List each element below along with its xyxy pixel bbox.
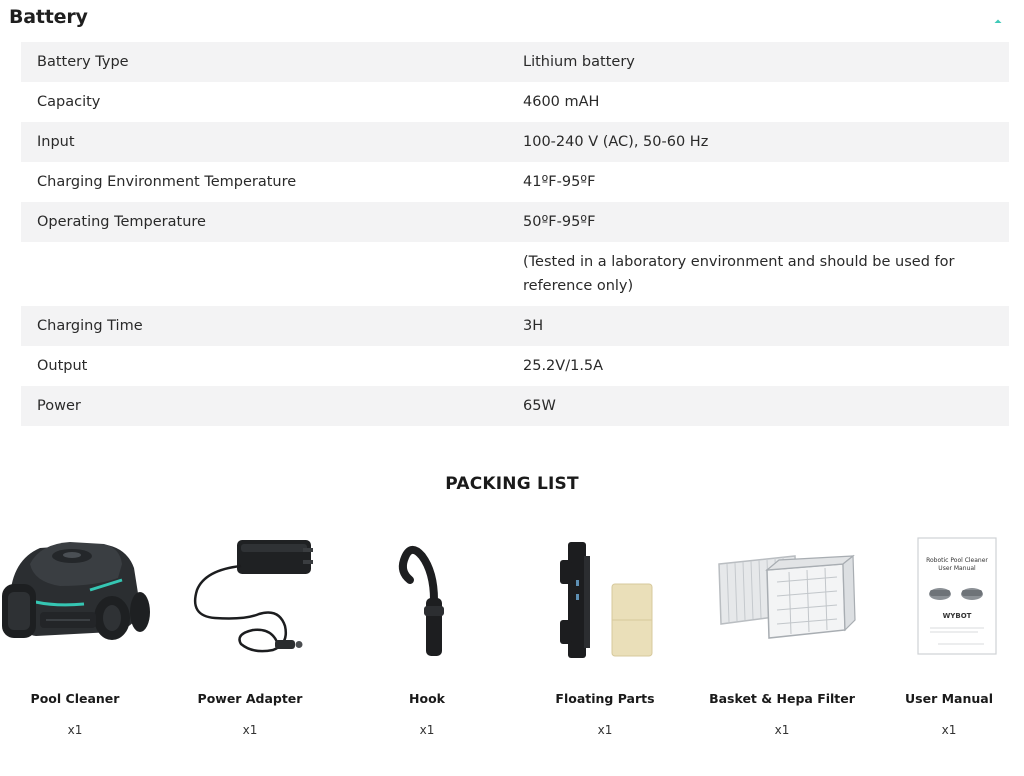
spec-value: 41ºF-95ºF xyxy=(523,174,596,190)
packing-item-quantity: x1 xyxy=(941,723,957,737)
spec-value: 4600 mAH xyxy=(523,94,600,110)
spec-row-temperature-note xyxy=(21,242,1009,306)
spec-label: Operating Temperature xyxy=(37,214,206,230)
packing-list-title: PACKING LIST xyxy=(445,474,579,494)
pool-cleaner-image xyxy=(0,520,150,670)
spec-value: Lithium battery xyxy=(523,54,635,70)
basket-filter-image xyxy=(707,520,857,670)
spec-row-output xyxy=(21,346,1009,386)
packing-item-user-manual xyxy=(874,520,1024,737)
packing-item-quantity: x1 xyxy=(242,723,258,737)
hook-image xyxy=(352,520,502,670)
manual-cover-brand: WYBOT xyxy=(942,612,972,620)
spec-value: 25.2V/1.5A xyxy=(523,358,604,374)
spec-label: Capacity xyxy=(37,94,101,110)
packing-item-power-adapter xyxy=(175,520,325,737)
spec-label: Charging Time xyxy=(37,318,143,334)
packing-item-basket-hepa-filter xyxy=(707,520,857,737)
user-manual-image xyxy=(874,520,1024,670)
packing-item-quantity: x1 xyxy=(67,723,83,737)
packing-item-name: Pool Cleaner xyxy=(30,691,120,706)
packing-item-floating-parts xyxy=(530,520,680,737)
packing-item-name: User Manual xyxy=(905,691,993,706)
spec-label: Charging Environment Temperature xyxy=(37,174,297,190)
spec-row-battery-type xyxy=(21,42,1009,82)
packing-item-pool-cleaner xyxy=(0,520,150,737)
packing-item-name: Basket & Hepa Filter xyxy=(709,691,855,706)
spec-value: (Tested in a laboratory environment and should be used for reference only) xyxy=(523,254,955,294)
manual-cover-subtitle: User Manual xyxy=(938,565,976,572)
spec-label: Battery Type xyxy=(37,54,129,70)
spec-row-input xyxy=(21,122,1009,162)
spec-value: 100-240 V (AC), 50-60 Hz xyxy=(523,134,709,150)
spec-value: 3H xyxy=(523,318,544,334)
battery-spec-table xyxy=(21,42,1009,426)
spec-label: Power xyxy=(37,398,81,414)
spec-label xyxy=(21,242,507,258)
spec-row-charging-environment-temperature xyxy=(21,162,1009,202)
packing-item-name: Power Adapter xyxy=(197,691,303,706)
battery-section-header[interactable] xyxy=(0,0,1024,36)
spec-row-charging-time xyxy=(21,306,1009,346)
spec-row-power xyxy=(21,386,1009,426)
spec-value: 50ºF-95ºF xyxy=(523,214,596,230)
spec-label: Output xyxy=(37,358,88,374)
spec-label: Input xyxy=(37,134,75,150)
spec-value: 65W xyxy=(523,398,556,414)
packing-item-quantity: x1 xyxy=(419,723,435,737)
packing-item-quantity: x1 xyxy=(774,723,790,737)
battery-section-title: Battery xyxy=(9,6,88,28)
packing-item-name: Hook xyxy=(409,691,445,706)
spec-row-capacity xyxy=(21,82,1009,122)
packing-item-hook xyxy=(352,520,502,737)
manual-cover-title: Robotic Pool Cleaner xyxy=(926,557,988,564)
packing-item-name: Floating Parts xyxy=(555,691,655,706)
power-adapter-image xyxy=(175,520,325,670)
packing-item-quantity: x1 xyxy=(597,723,613,737)
floating-parts-image xyxy=(530,520,680,670)
spec-row-operating-temperature xyxy=(21,202,1009,242)
chevron-up-icon[interactable] xyxy=(990,12,1006,24)
